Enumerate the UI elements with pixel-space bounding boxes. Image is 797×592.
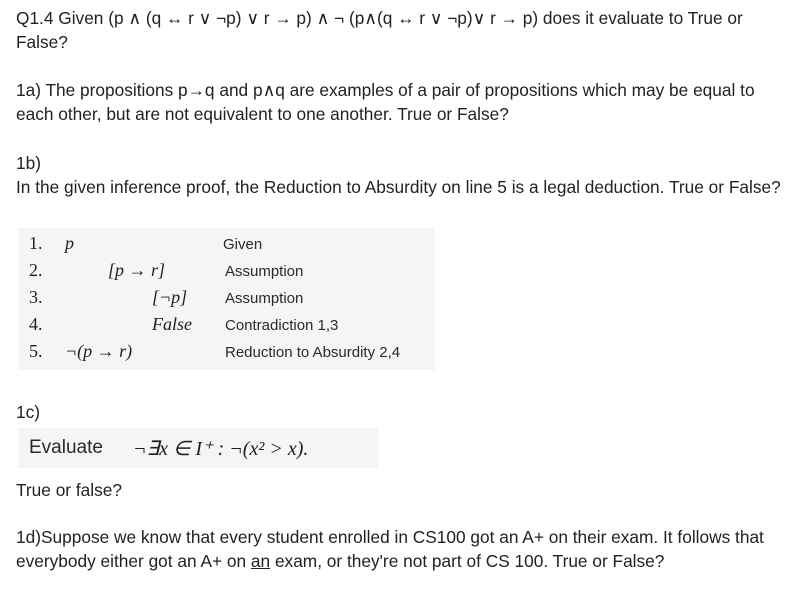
proof-line-number: 1. [29, 233, 43, 253]
proof-justification: Reduction to Absurdity 2,4 [225, 344, 401, 361]
question-1b-label: 1b) [16, 153, 41, 173]
proof-justification: Assumption [225, 290, 304, 307]
proof-row [18, 230, 435, 257]
proof-expression: [p → r] [108, 260, 166, 280]
question-1b [16, 151, 789, 199]
proof-justification: Assumption [225, 263, 304, 280]
proof-expression: [¬p] [152, 287, 188, 307]
question-1d [16, 525, 789, 573]
quantifier-formula: ¬∃x ∈ I⁺ : ¬(x² > x). [133, 438, 309, 460]
question-1c-label: 1c) [16, 402, 41, 422]
evaluate-label: Evaluate [29, 437, 103, 458]
question-1a: 1a) The propositions p→q and p∧q are examples of a pair of propositions which may be equal to each other, but are not equivalent to one another. True or False? [16, 80, 755, 124]
question-1d-text-after: exam, or they're not part of CS 100. True or False? [270, 551, 665, 571]
proof-row [18, 338, 435, 365]
evaluate-formula-box [18, 428, 378, 468]
proof-expression: ¬(p → r) [65, 341, 133, 361]
proof-row [18, 311, 435, 338]
proof-justification: Contradiction 1,3 [225, 317, 339, 334]
proof-line-number: 4. [29, 314, 43, 334]
proof-line-number: 3. [29, 287, 43, 307]
proof-justification: Given [223, 236, 263, 253]
proof-line-number: 2. [29, 260, 43, 280]
question-1-4: Q1.4 Given (p ∧ (q ↔ r ∨ ¬p) ∨ r → p) ∧ ¬ (p∧(q ↔ r ∨ ¬p)∨ r → p) does it evaluate to True or False? [16, 8, 743, 52]
inference-proof-table [18, 228, 435, 370]
proof-expression: False [152, 314, 192, 334]
question-1b-text: In the given inference proof, the Reduction to Absurdity on line 5 is a legal deduction. True or False? [16, 177, 781, 197]
underlined-word: an [250, 551, 271, 571]
proof-expression: p [65, 233, 74, 253]
question-1c-prompt: True or false? [16, 480, 122, 500]
question-1d-text-before: 1d)Suppose we know that every student enrolled in CS100 got an A+ on their exam. It follows that everybody either got an A+ on [16, 527, 764, 571]
proof-line-number: 5. [29, 341, 43, 361]
proof-row [18, 284, 435, 311]
proof-row [18, 257, 435, 284]
